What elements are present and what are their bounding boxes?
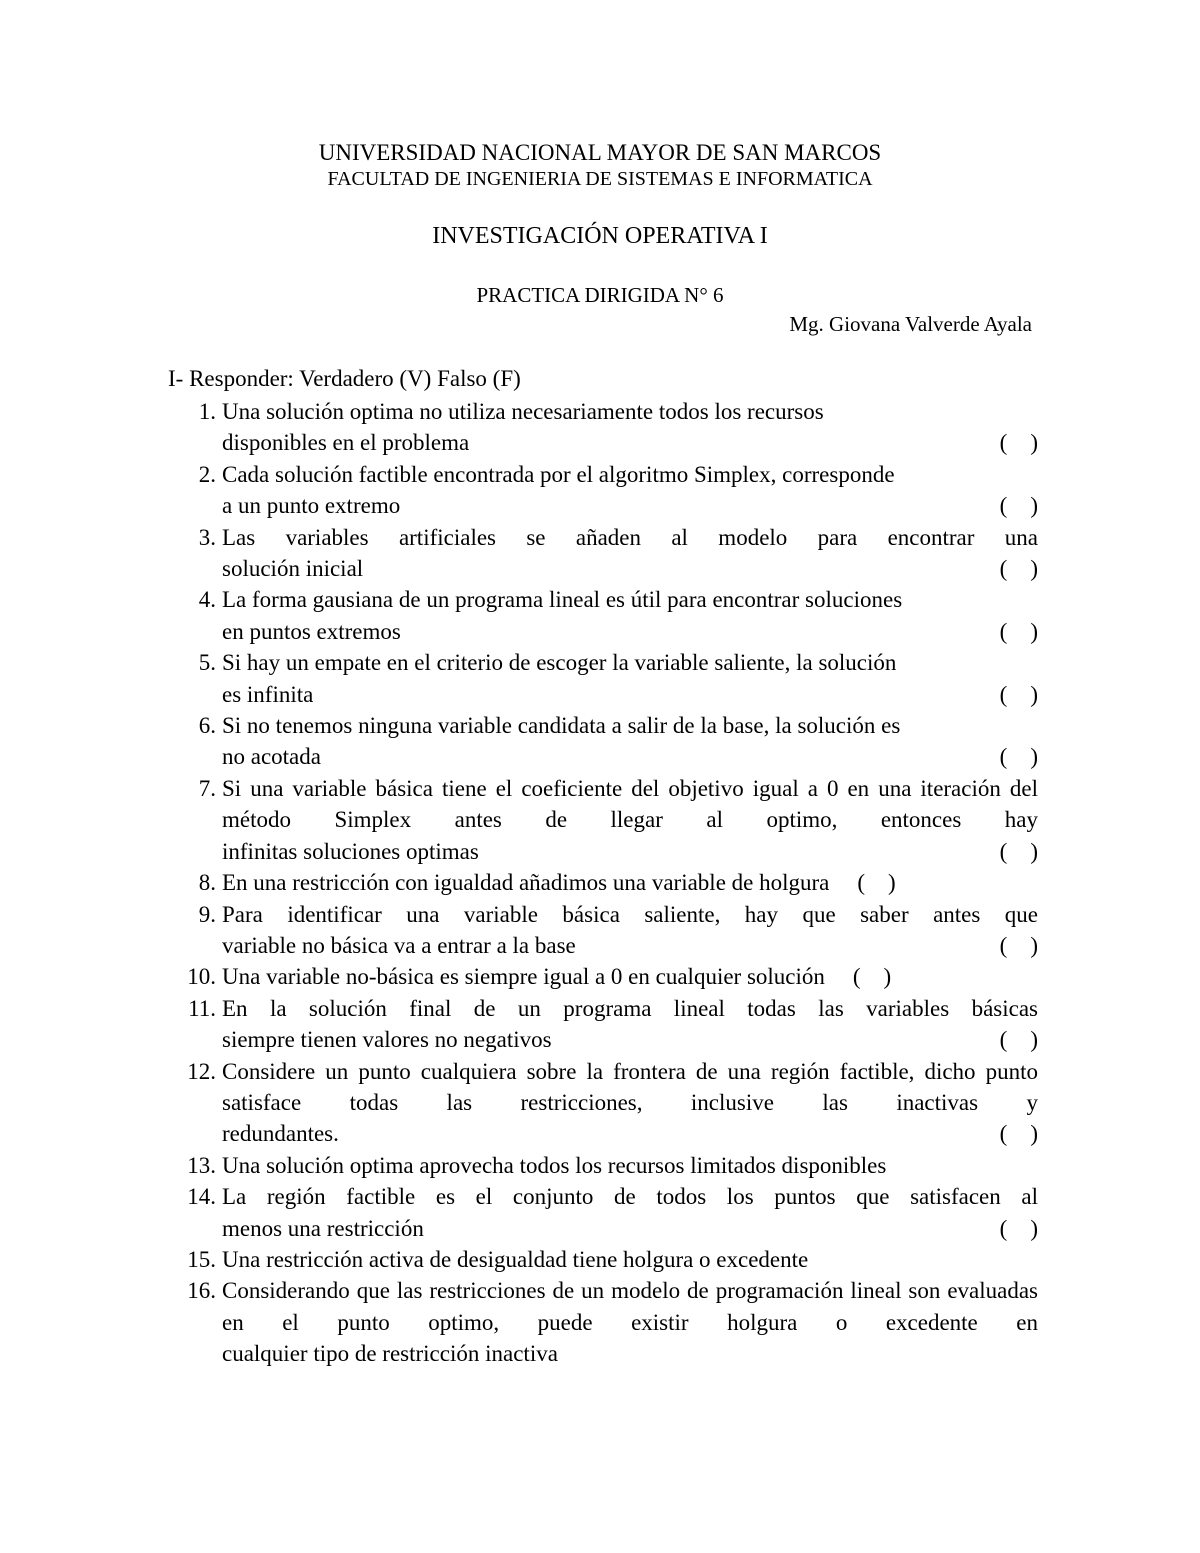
question-text: En una restricción con igualdad añadimos una variable de holgura [222,870,830,896]
answer-blank[interactable]: ( ) [999,838,1038,864]
question-item [168,1181,1038,1244]
question-number: 12. [187,1058,216,1084]
question-item [168,1275,1038,1369]
question-number: 2. [198,461,216,487]
question-text-end: no acotada [222,744,321,770]
question-text: Cada solución factible encontrada por el algoritmo Simplex, corresponde [222,461,895,487]
question-text-end: variable no básica va a entrar a la base [222,932,576,958]
question-text: Una solución optima no utiliza necesariamente todos los recursos [222,399,824,424]
answer-blank[interactable]: ( ) [999,618,1038,644]
question-text: Si una variable básica tiene el coeficiente del objetivo igual a 0 en una iteración del método Simplex antes de llegar al optimo, entonces hay [222,775,1038,833]
answer-blank[interactable]: ( ) [999,430,1038,456]
question-number: 16. [187,1278,216,1304]
answer-blank[interactable]: ( ) [999,1121,1038,1147]
question-text: Una restricción activa de desigualdad tiene holgura o excedente [222,1246,809,1272]
question-item [168,584,1038,647]
question-number: 13. [187,1152,216,1178]
university-name: UNIVERSIDAD NACIONAL MAYOR DE SAN MARCOS [318,140,882,165]
question-item [168,522,1038,585]
question-number: 6. [198,713,216,739]
question-item [168,1056,1038,1150]
question-text: Una variable no-básica es siempre igual a 0 en cualquier solución [222,964,825,990]
question-text-end: infinitas soluciones optimas [222,838,479,864]
question-number: 7. [198,775,216,801]
question-item [168,710,1038,773]
question-text-end: en puntos extremos [222,618,401,644]
question-number: 8. [198,870,216,896]
question-item [168,899,1038,962]
question-item [168,647,1038,710]
answer-blank[interactable]: ( ) [999,744,1038,770]
question-item [168,993,1038,1056]
question-text-end: redundantes. [222,1121,339,1147]
answer-blank[interactable]: ( ) [999,556,1038,582]
question-text: Si no tenemos ninguna variable candidata a salir de la base, la solución es [222,713,901,739]
course-title: INVESTIGACIÓN OPERATIVA I [432,223,768,249]
answer-blank[interactable]: ( ) [999,1215,1038,1241]
question-text: Una solución optima aprovecha todos los recursos limitados disponibles [222,1152,887,1178]
question-number: 10. [187,964,216,990]
question-text-end: solución inicial [222,556,364,582]
question-item [168,459,1038,522]
question-text: Considere un punto cualquiera sobre la frontera de una región factible, dicho punto satisface todas las restricciones, inclusive las inactivas y [222,1058,1038,1115]
question-item [168,773,1038,867]
answer-blank[interactable]: ( ) [999,1027,1038,1053]
question-item [168,1244,1038,1275]
question-list [168,396,1038,1370]
question-text-end: menos una restricción [222,1215,424,1241]
question-item [168,961,1038,992]
question-item [168,867,1038,898]
question-text: Para identificar una variable básica saliente, hay que saber antes que [222,901,1038,927]
section-title: I- Responder: Verdadero (V) Falso (F) [168,366,521,391]
question-number: 4. [198,587,216,613]
question-item [168,396,1038,459]
answer-blank[interactable]: ( ) [999,493,1038,519]
faculty-name: FACULTAD DE INGENIERIA DE SISTEMAS E INFORMATICA [327,168,873,190]
answer-blank[interactable]: ( ) [999,932,1038,958]
question-text: Las variables artificiales se añaden al modelo para encontrar una [222,524,1038,550]
question-number: 3. [198,524,216,550]
question-item [168,1150,1038,1181]
question-text-end: es infinita [222,681,314,707]
question-text: La región factible es el conjunto de todos los puntos que satisfacen al [222,1184,1038,1210]
answer-blank[interactable]: ( ) [999,681,1038,707]
question-text: Considerando que las restricciones de un modelo de programación lineal son evaluadas en el punto optimo, puede existir holgura o excedente en [222,1278,1038,1335]
question-number: 14. [187,1184,216,1210]
question-number: 15. [187,1246,216,1272]
answer-blank[interactable]: ( ) [852,964,892,990]
question-number: 11. [188,995,216,1021]
question-text: La forma gausiana de un programa lineal es útil para encontrar soluciones [222,587,903,613]
question-number: 5. [198,650,216,676]
question-text-end: disponibles en el problema [222,430,470,456]
question-text-end: a un punto extremo [222,493,401,519]
question-text-end: siempre tienen valores no negativos [222,1027,552,1053]
question-text: Si hay un empate en el criterio de escoger la variable saliente, la solución [222,650,897,676]
question-number: 9. [198,901,216,927]
answer-blank[interactable]: ( ) [857,870,896,896]
practice-title: PRACTICA DIRIGIDA N° 6 [476,283,724,307]
question-text-end: cualquier tipo de restricción inactiva [222,1341,558,1367]
teacher-name: Mg. Giovana Valverde Ayala [789,312,1032,336]
question-number: 1. [198,399,216,424]
question-text: En la solución final de un programa lineal todas las variables básicas [222,995,1038,1021]
